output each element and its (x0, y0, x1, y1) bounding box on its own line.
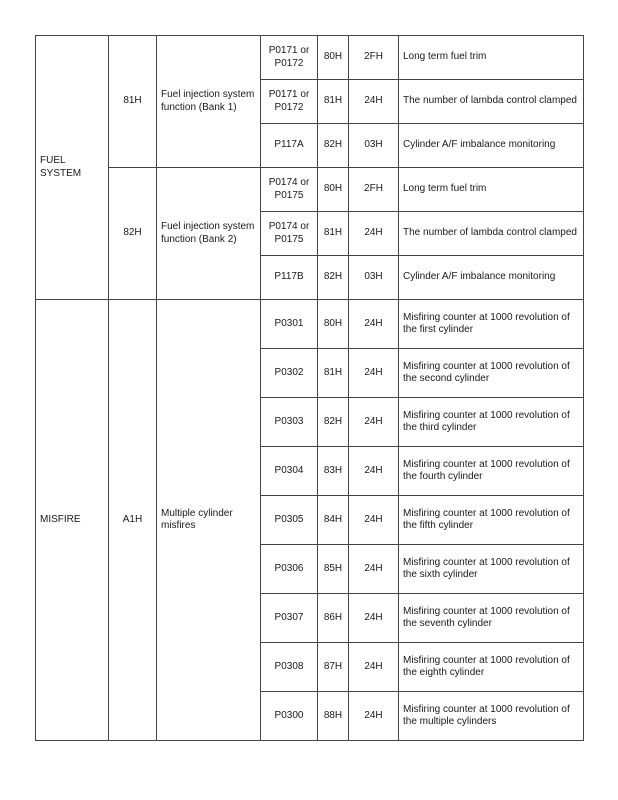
addr-cell: 84H (318, 496, 349, 545)
id-cell: 2FH (349, 168, 399, 212)
desc-cell: Misfiring counter at 1000 revolution of the multiple cylinders (399, 692, 584, 741)
desc-cell: Cylinder A/F imbalance monitoring (399, 124, 584, 168)
id-cell: 24H (349, 300, 399, 349)
dtc-cell: P0306 (261, 545, 318, 594)
system-cell: MISFIRE (36, 300, 109, 741)
group-code-cell: A1H (109, 300, 157, 741)
id-cell: 03H (349, 256, 399, 300)
group-desc-cell: Fuel injection system function (Bank 1) (157, 36, 261, 168)
page-content (35, 35, 584, 741)
dtc-cell: P0305 (261, 496, 318, 545)
dtc-cell: P0301 (261, 300, 318, 349)
addr-cell: 82H (318, 398, 349, 447)
desc-cell: Misfiring counter at 1000 revolution of the third cylinder (399, 398, 584, 447)
id-cell: 24H (349, 545, 399, 594)
dtc-cell: P0174 or P0175 (261, 212, 318, 256)
dtc-cell: P0304 (261, 447, 318, 496)
dtc-cell: P117A (261, 124, 318, 168)
dtc-cell: P0308 (261, 643, 318, 692)
addr-cell: 81H (318, 80, 349, 124)
id-cell: 03H (349, 124, 399, 168)
addr-cell: 82H (318, 256, 349, 300)
dtc-cell: P0302 (261, 349, 318, 398)
addr-cell: 86H (318, 594, 349, 643)
dtc-cell: P0307 (261, 594, 318, 643)
desc-cell: Misfiring counter at 1000 revolution of the first cylinder (399, 300, 584, 349)
group-desc-cell: Fuel injection system function (Bank 2) (157, 168, 261, 300)
addr-cell: 81H (318, 349, 349, 398)
addr-cell: 88H (318, 692, 349, 741)
addr-cell: 80H (318, 36, 349, 80)
desc-cell: Misfiring counter at 1000 revolution of the seventh cylinder (399, 594, 584, 643)
id-cell: 24H (349, 496, 399, 545)
table-row (36, 300, 584, 349)
id-cell: 24H (349, 594, 399, 643)
id-cell: 24H (349, 398, 399, 447)
group-desc-cell: Multiple cylinder misfires (157, 300, 261, 741)
table-row (36, 36, 584, 80)
dtc-table (35, 35, 584, 741)
id-cell: 24H (349, 692, 399, 741)
addr-cell: 80H (318, 300, 349, 349)
addr-cell: 82H (318, 124, 349, 168)
dtc-cell: P0303 (261, 398, 318, 447)
addr-cell: 81H (318, 212, 349, 256)
dtc-cell: P0174 or P0175 (261, 168, 318, 212)
group-code-cell: 82H (109, 168, 157, 300)
desc-cell: The number of lambda control clamped (399, 80, 584, 124)
dtc-cell: P0171 or P0172 (261, 36, 318, 80)
desc-cell: Misfiring counter at 1000 revolution of the fourth cylinder (399, 447, 584, 496)
group-code-cell: 81H (109, 36, 157, 168)
id-cell: 24H (349, 80, 399, 124)
system-cell: FUEL SYSTEM (36, 36, 109, 300)
id-cell: 24H (349, 643, 399, 692)
id-cell: 24H (349, 349, 399, 398)
addr-cell: 80H (318, 168, 349, 212)
desc-cell: Cylinder A/F imbalance monitoring (399, 256, 584, 300)
addr-cell: 87H (318, 643, 349, 692)
desc-cell: Misfiring counter at 1000 revolution of the fifth cylinder (399, 496, 584, 545)
addr-cell: 83H (318, 447, 349, 496)
desc-cell: Long term fuel trim (399, 168, 584, 212)
table-row (36, 168, 584, 212)
addr-cell: 85H (318, 545, 349, 594)
dtc-cell: P0300 (261, 692, 318, 741)
id-cell: 24H (349, 447, 399, 496)
desc-cell: Misfiring counter at 1000 revolution of the sixth cylinder (399, 545, 584, 594)
id-cell: 2FH (349, 36, 399, 80)
dtc-cell: P0171 or P0172 (261, 80, 318, 124)
desc-cell: Misfiring counter at 1000 revolution of the second cylinder (399, 349, 584, 398)
dtc-cell: P117B (261, 256, 318, 300)
id-cell: 24H (349, 212, 399, 256)
desc-cell: The number of lambda control clamped (399, 212, 584, 256)
desc-cell: Misfiring counter at 1000 revolution of the eighth cylinder (399, 643, 584, 692)
desc-cell: Long term fuel trim (399, 36, 584, 80)
